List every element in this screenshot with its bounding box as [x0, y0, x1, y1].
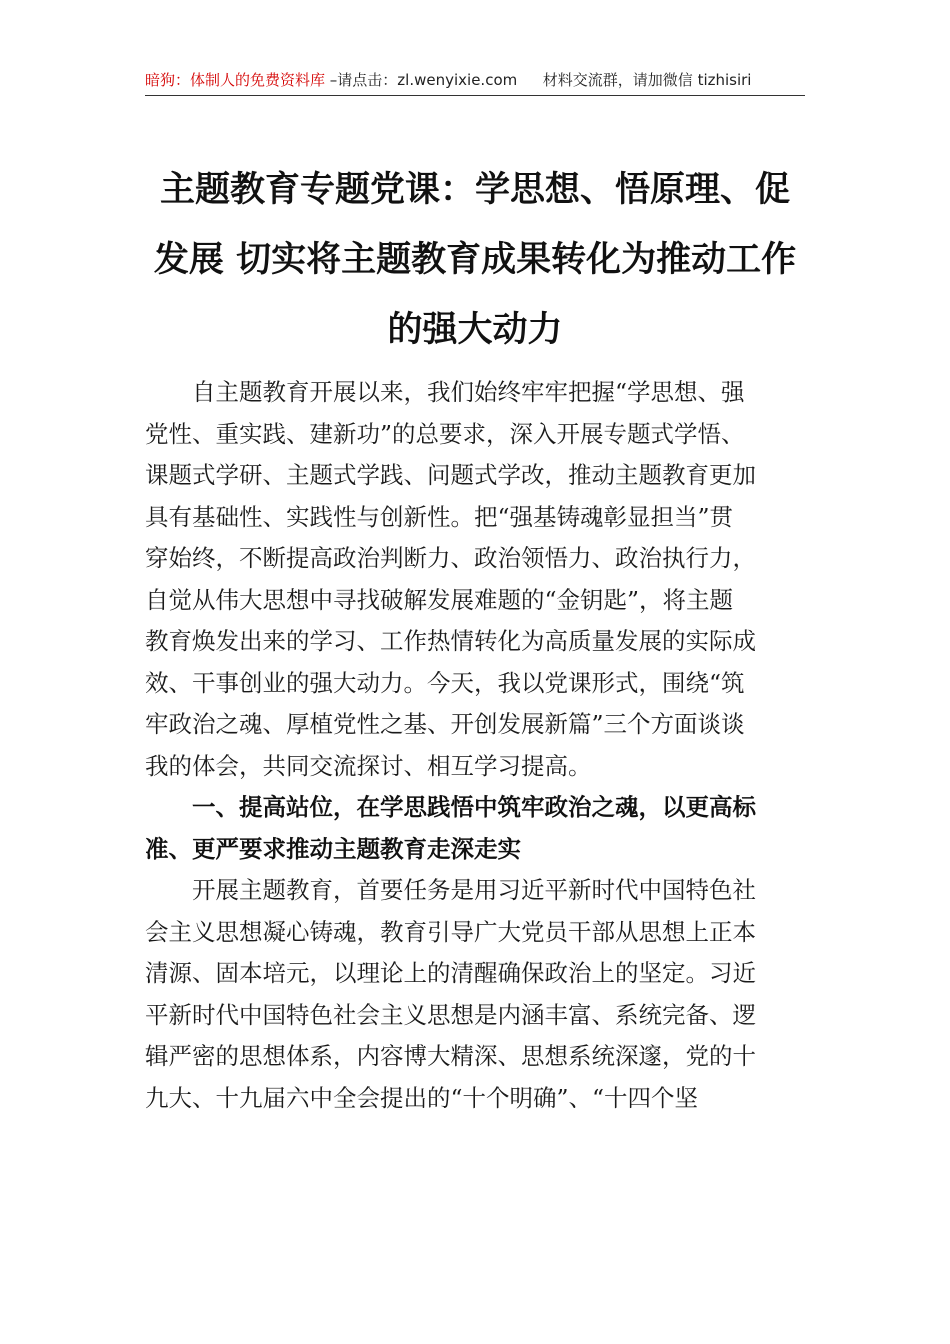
text-line: 自觉从伟大思想中寻找破解发展难题的“金钥匙”，将主题 [145, 585, 734, 614]
header-divider [145, 95, 805, 96]
text-line: 效、干事创业的强大动力。今天，我以党课形式，围绕“筑 [145, 668, 745, 697]
text-line: 牢政治之魂、厚植党性之基、开创发展新篇”三个方面谈谈 [145, 710, 745, 738]
section-paragraph [145, 870, 805, 1119]
intro-paragraph [145, 372, 805, 787]
text-line: 我的体会，共同交流探讨、相互学习提高。 [145, 751, 592, 780]
text-line: 开展主题教育，首要任务是用习近平新时代中国特色社 [192, 876, 756, 904]
text-line: 具有基础性、实践性与创新性。把“强基铸魂彰显担当”贯 [145, 502, 734, 531]
title-line: 发展 切实将主题教育成果转化为推动工作 [153, 239, 797, 280]
heading-line: 准、更严要求推动主题教育走深走实 [145, 834, 521, 863]
text-line: 清源、固本培元，以理论上的清醒确保政治上的坚定。习近 [145, 959, 756, 987]
heading-line: 一、提高站位，在学思践悟中筑牢政治之魂，以更高标 [192, 793, 756, 821]
text-line: 会主义思想凝心铸魂，教育引导广大党员干部从思想上正本 [145, 917, 756, 946]
section-heading [145, 787, 805, 870]
text-line: 自主题教育开展以来，我们始终牢牢把握“学思想、强 [192, 378, 745, 406]
site-header [145, 66, 805, 94]
text-line: 九大、十九届六中全会提出的“十个明确”、“十四个坚 [145, 1083, 699, 1112]
website-link[interactable]: –请点击：zl.wenyixie.com [329, 71, 518, 89]
brand-text: 暗狗：体制人的免费资料库 [145, 71, 326, 89]
text-line: 平新时代中国特色社会主义思想是内涵丰富、系统完备、逻 [145, 1000, 756, 1029]
text-line: 辑严密的思想体系，内容博大精深、思想系统深邃，党的十 [145, 1042, 756, 1070]
title-line: 的强大动力 [387, 309, 563, 350]
text-line: 课题式学研、主题式学践、问题式学改，推动主题教育更加 [145, 461, 756, 489]
text-line: 教育焕发出来的学习、工作热情转化为高质量发展的实际成 [145, 627, 756, 655]
title-line: 主题教育专题党课：学思想、悟原理、促 [159, 169, 790, 210]
text-line: 穿始终，不断提高政治判断力、政治领悟力、政治执行力， [145, 544, 756, 572]
text-line: 党性、重实践、建新功”的总要求，深入开展专题式学悟、 [145, 419, 745, 448]
wechat-group-text: 材料交流群，请加微信 tizhisiri [542, 71, 752, 89]
document-body [145, 372, 805, 1119]
document-title [145, 155, 805, 365]
